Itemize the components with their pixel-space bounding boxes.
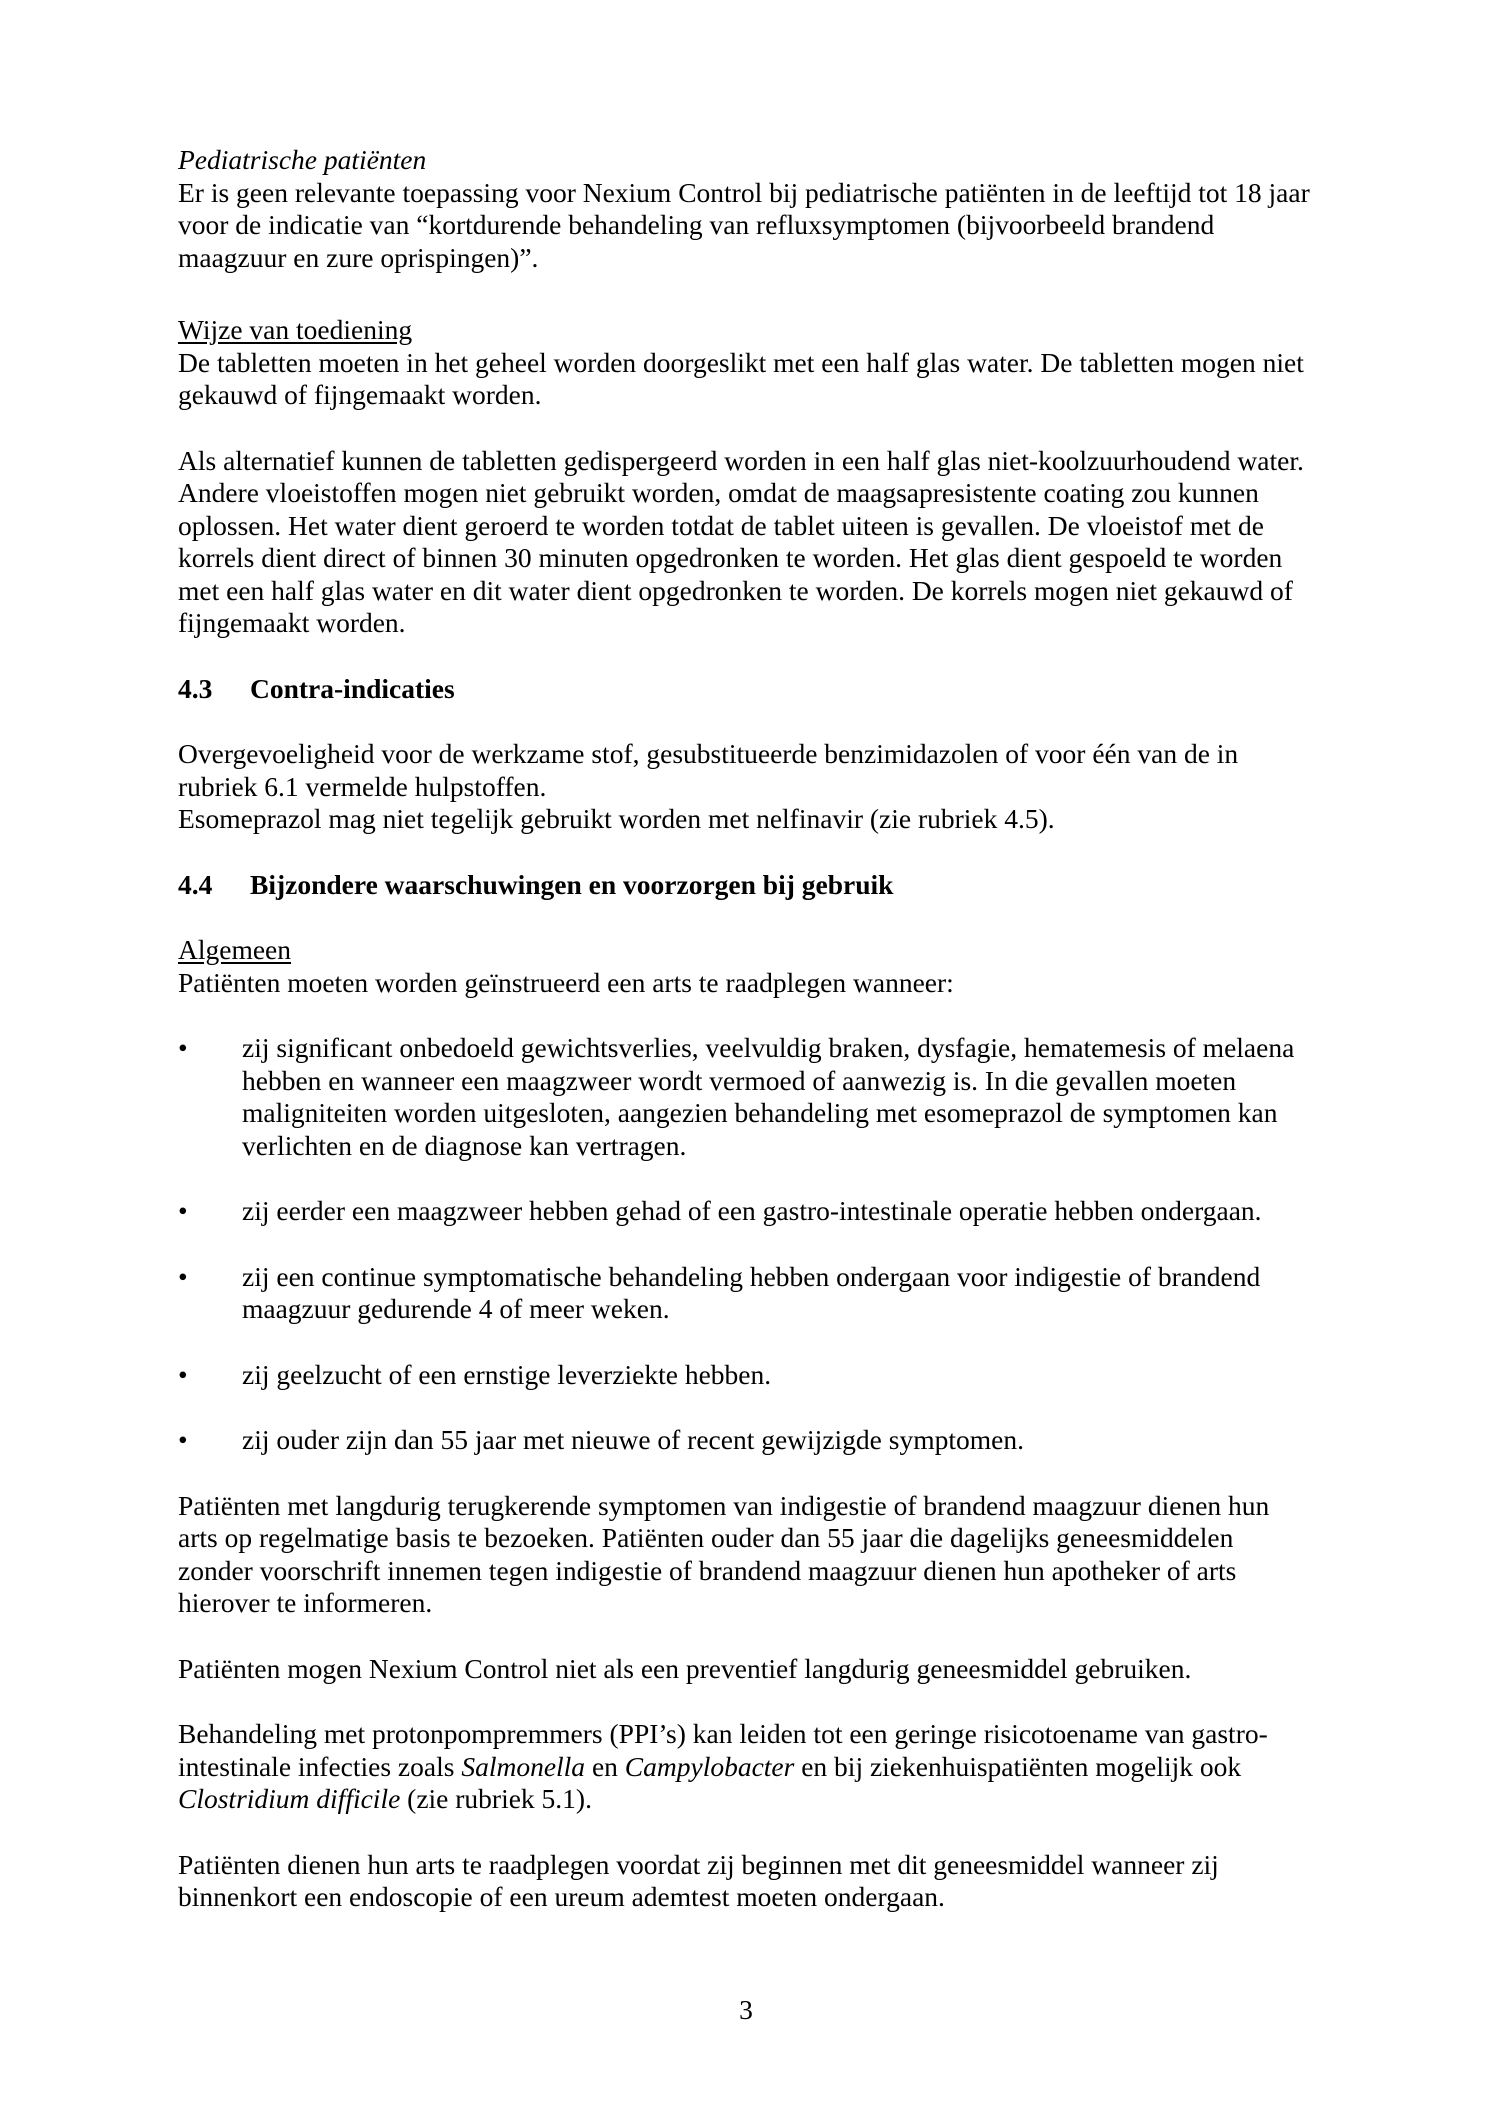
ppi-text-segment: Behandeling met protonpompremmers (PPI’s) kan leiden tot een geringe risicotoename van gastro-intestinale infecties zoals — [178, 1718, 1268, 1782]
species-campylobacter: Campylobacter — [624, 1750, 795, 1782]
ppi-text-segment: (zie rubriek 5.1). — [400, 1783, 592, 1814]
bullet-text: zij ouder zijn dan 55 jaar met nieuwe of recent gewijzigde symptomen. — [242, 1424, 1024, 1455]
bullet-icon: • — [178, 1260, 188, 1292]
bullet-text: zij geelzucht of een ernstige leverziekte hebben. — [242, 1358, 772, 1390]
para-contraindications-2: Esomeprazol mag niet tegelijk gebruikt worden met nelfinavir (zie rubriek 4.5). — [178, 803, 1055, 834]
ppi-text-segment: en bij ziekenhuispatiënten mogelijk ook — [794, 1750, 1242, 1782]
section-number-4-3: 4.3 — [178, 672, 213, 704]
bullet-text: zij een continue symptomatische behandeling hebben ondergaan voor indigestie of brandend maagzuur gedurende 4 of meer weken. — [242, 1260, 1261, 1324]
bullet-item-over-55 — [178, 1424, 1314, 1457]
para-contraindications-1: Overgevoeligheid voor de werkzame stof, gesubstitueerde benzimidazolen of voor één van de in rubriek 6.1 vermelde hulpstoffen. — [178, 738, 1239, 802]
species-clostridium-difficile: Clostridium difficile — [178, 1783, 401, 1814]
bullet-item-continuous-treatment — [178, 1261, 1314, 1326]
heading-general: Algemeen — [178, 934, 292, 965]
section-title-warnings: Bijzondere waarschuwingen en voorzorgen bij gebruik — [250, 868, 894, 900]
para-preventive-use: Patiënten mogen Nexium Control niet als een preventief langdurig geneesmiddel gebruiken. — [178, 1652, 1192, 1684]
section-number-4-4: 4.4 — [178, 868, 213, 900]
bullet-icon: • — [178, 1424, 188, 1455]
heading-route-of-administration: Wijze van toediening — [178, 314, 413, 345]
para-administration-2: Als alternatief kunnen de tabletten gedispergeerd worden in een half glas niet-koolzuurhoudend water. Andere vloeistoffen mogen niet gebruikt worden, omdat de maagsapresistente coating zou kunnen oplossen. Het water dient geroerd te worden totdat de tablet uiteen is gevallen. De vloeistof met de korrels dient direct of binnen 30 minuten opgedronken te worden. Het glas dient gespoeld te worden met een half glas water en dit water dient opgedronken te worden. De korrels mogen niet gekauwd of fijngemaakt worden. — [178, 444, 1304, 638]
section-heading-4-3 — [178, 673, 1314, 706]
page-content — [178, 144, 1314, 1914]
para-pediatric: Er is geen relevante toepassing voor Nexium Control bij pediatrische patiënten in de leeftijd tot 18 jaar voor de indicatie van “kortdurende behandeling van refluxsymptomen (bijvoorbeeld brandend maagzuur en zure oprispingen)”. — [178, 176, 1310, 273]
page-number: 3 — [739, 1994, 753, 2025]
bullet-text: zij significant onbedoeld gewichtsverlies, veelvuldig braken, dysfagie, hematemesis of melaena hebben en wanneer een maagzweer wordt vermoed of aanwezig is. In die gevallen moeten maligniteiten worden uitgesloten, aangezien behandeling met esomeprazol de symptomen kan verlichten en de diagnose kan vertragen. — [242, 1032, 1295, 1161]
section-heading-4-4 — [178, 869, 1314, 902]
bullet-text: zij eerder een maagzweer hebben gehad of een gastro-intestinale operatie hebben ondergaan. — [242, 1195, 1262, 1226]
para-warnings-intro: Patiënten moeten worden geïnstrueerd een arts te raadplegen wanneer: — [178, 966, 954, 998]
bullet-item-weight-loss — [178, 1032, 1314, 1162]
bullet-icon: • — [178, 1032, 188, 1063]
bullet-icon: • — [178, 1195, 188, 1226]
heading-pediatric-patients: Pediatrische patiënten — [178, 144, 427, 175]
species-salmonella: Salmonella — [461, 1750, 586, 1782]
para-recurring-symptoms: Patiënten met langdurig terugkerende symptomen van indigestie of brandend maagzuur dienen hun arts op regelmatige basis te bezoeken. Patiënten ouder dan 55 jaar die dagelijks geneesmiddelen zonder voorschrift innemen tegen indigestie of brandend maagzuur dienen hun apotheker of arts hierover te informeren. — [178, 1489, 1270, 1618]
para-endoscopy: Patiënten dienen hun arts te raadplegen voordat zij beginnen met dit geneesmiddel wanneer zij binnenkort een endoscopie of een ureum ademtest moeten ondergaan. — [178, 1848, 1219, 1912]
para-administration-1: De tabletten moeten in het geheel worden doorgeslikt met een half glas water. De tabletten mogen niet gekauwd of fijngemaakt worden. — [178, 346, 1304, 410]
bullet-item-jaundice — [178, 1359, 1314, 1392]
section-title-contraindications: Contra-indicaties — [250, 672, 455, 704]
para-ppi-infections — [178, 1718, 1314, 1816]
bullet-item-ulcer-history — [178, 1195, 1314, 1228]
bullet-icon: • — [178, 1358, 188, 1390]
ppi-text-segment: en — [585, 1750, 625, 1782]
